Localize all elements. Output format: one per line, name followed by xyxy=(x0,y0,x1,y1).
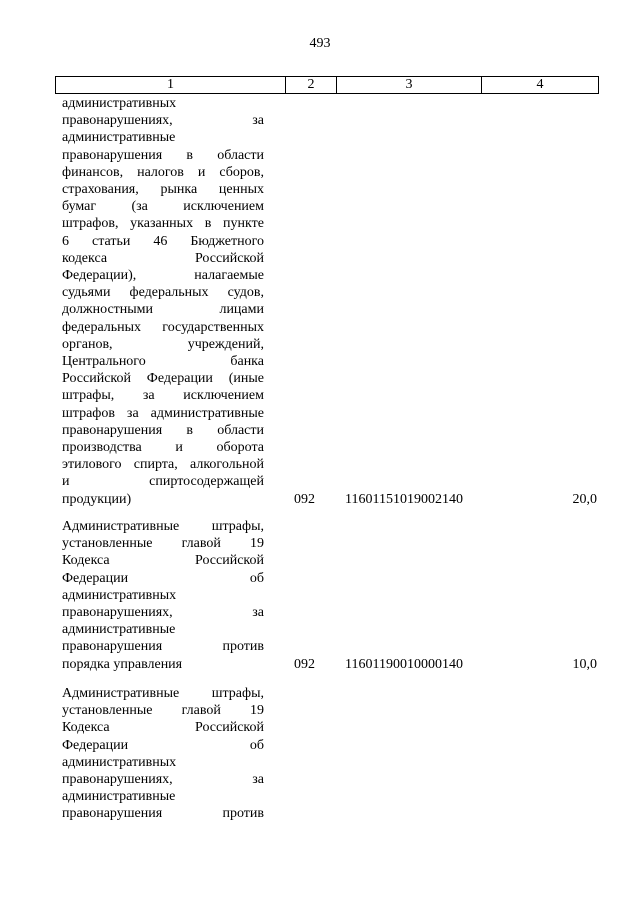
description-line: Административные штрафы, xyxy=(62,686,264,701)
description-line: административных xyxy=(62,754,177,770)
description-line: органов, учреждений, xyxy=(62,336,264,352)
description-line: порядка управления xyxy=(62,656,183,672)
column-header-4: 4 xyxy=(482,77,599,94)
admin-code-cell: 092 xyxy=(294,656,315,672)
amount-cell: 20,0 xyxy=(572,491,597,507)
description-line: и спиртосодержащей xyxy=(62,474,264,490)
description-line: федеральных государственных xyxy=(62,319,264,335)
description-line: правонарушения в области xyxy=(62,422,264,438)
description-line: штрафов за административные xyxy=(62,405,264,421)
column-header-table xyxy=(55,76,599,94)
description-line: установленные главой 19 xyxy=(62,703,264,719)
description-line: штрафов, указанных в пункте xyxy=(62,216,264,232)
table-row xyxy=(62,685,622,823)
description-line: кодекса Российской xyxy=(62,250,264,266)
description-line: Административные штрафы, xyxy=(62,519,264,534)
description-line: правонарушения против xyxy=(62,639,264,655)
description-line: продукции) xyxy=(62,491,132,507)
column-header-1: 1 xyxy=(56,77,286,94)
description-line: страхования, рынка ценных xyxy=(62,182,264,198)
row-description xyxy=(62,685,264,823)
kbk-code-cell: 11601190010000140 xyxy=(345,656,463,672)
description-line: должностными лицами xyxy=(62,302,264,318)
description-line: правонарушениях, за xyxy=(62,772,264,788)
description-line: правонарушениях, за xyxy=(62,605,264,621)
description-line: 6 статьи 46 Бюджетного xyxy=(62,233,264,249)
description-line: финансов, налогов и сборов, xyxy=(62,164,264,180)
description-line: Центрального банка xyxy=(62,354,264,370)
description-line: правонарушения в области xyxy=(62,147,264,163)
description-line: правонарушения против xyxy=(62,806,264,822)
amount-cell: 10,0 xyxy=(572,656,597,672)
description-line: Федерации об xyxy=(62,737,264,753)
page-number: 493 xyxy=(309,36,331,51)
row-description xyxy=(62,518,264,673)
description-line: производства и оборота xyxy=(62,440,264,456)
description-line: установленные главой 19 xyxy=(62,536,264,552)
description-line: Федерации), налагаемые xyxy=(62,268,264,284)
row-description xyxy=(62,95,264,508)
description-line: Кодекса Российской xyxy=(62,553,264,569)
description-line: административные xyxy=(62,789,176,805)
description-line: Российской Федерации (иные xyxy=(62,371,264,387)
table-row xyxy=(62,518,622,673)
description-line: административные xyxy=(62,622,176,638)
description-line: Федерации об xyxy=(62,570,264,586)
column-header-3: 3 xyxy=(337,77,482,94)
description-line: штрафы, за исключением xyxy=(62,388,264,404)
column-header-2: 2 xyxy=(286,77,337,94)
table-row xyxy=(62,95,622,508)
description-line: административных xyxy=(62,587,177,603)
description-line: судьями федеральных судов, xyxy=(62,285,264,301)
description-line: правонарушениях, за xyxy=(62,113,264,129)
description-line: Кодекса Российской xyxy=(62,720,264,736)
description-line: административных xyxy=(62,96,177,111)
description-line: административные xyxy=(62,130,176,146)
admin-code-cell: 092 xyxy=(294,491,315,507)
description-line: этилового спирта, алкогольной xyxy=(62,457,264,473)
description-line: бумаг (за исключением xyxy=(62,199,264,215)
kbk-code-cell: 11601151019002140 xyxy=(345,491,463,507)
